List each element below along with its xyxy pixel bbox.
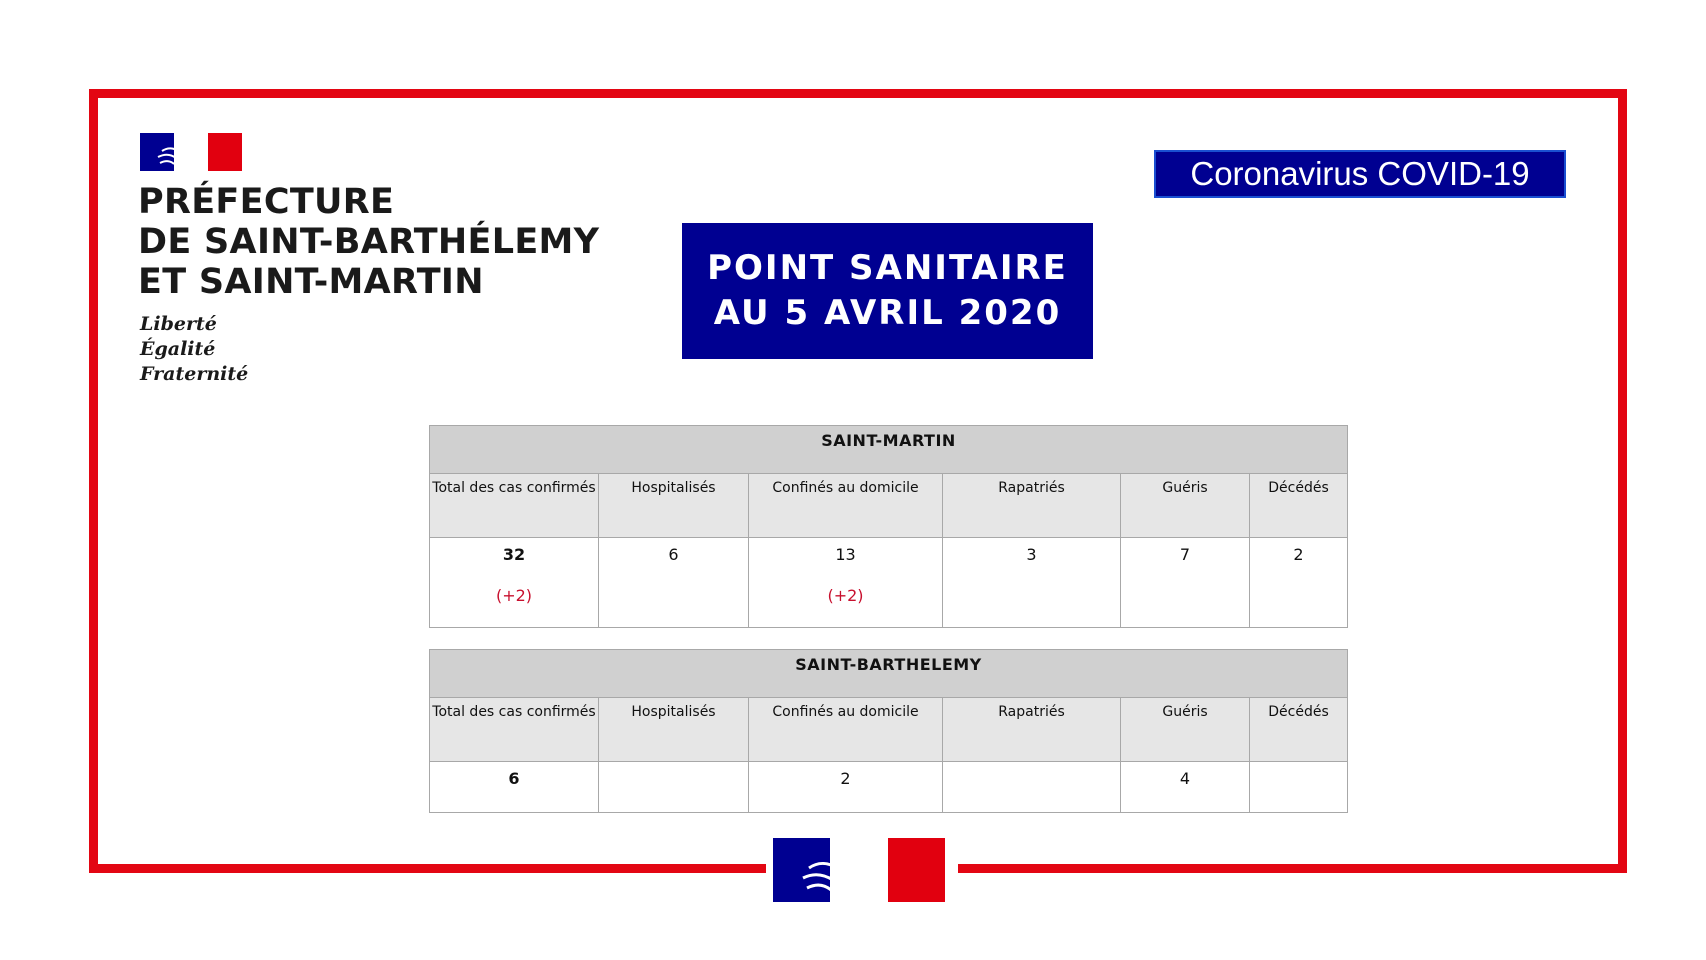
prefecture-name-line: ET SAINT-MARTIN bbox=[138, 262, 484, 302]
hospitalised-cell bbox=[599, 538, 749, 628]
column-header: Hospitalisés bbox=[599, 698, 749, 762]
table-header-row bbox=[430, 698, 1348, 762]
table-row bbox=[430, 762, 1348, 813]
column-header: Guéris bbox=[1121, 698, 1250, 762]
table-header-row bbox=[430, 474, 1348, 538]
republic-motto bbox=[140, 312, 248, 387]
column-header: Confinés au domicile bbox=[749, 698, 943, 762]
cell-value: 2 bbox=[1293, 545, 1304, 564]
motto-line: Fraternité bbox=[140, 363, 249, 385]
saint-barthelemy-table bbox=[429, 649, 1348, 813]
hospitalised-cell bbox=[599, 762, 749, 813]
total-cell bbox=[430, 762, 599, 813]
column-header: Rapatriés bbox=[943, 698, 1121, 762]
table-row bbox=[430, 538, 1348, 628]
recovered-cell bbox=[1121, 762, 1250, 813]
table-title: SAINT-BARTHELEMY bbox=[430, 650, 1348, 698]
column-header: Décédés bbox=[1250, 698, 1348, 762]
column-header: Guéris bbox=[1121, 474, 1250, 538]
motto-line: Liberté bbox=[140, 313, 217, 335]
prefecture-name-line: DE SAINT-BARTHÉLEMY bbox=[138, 222, 600, 262]
cell-delta: (+2) bbox=[827, 586, 864, 605]
total-cell bbox=[430, 538, 599, 628]
cell-value: 7 bbox=[1179, 545, 1191, 564]
column-header: Total des cas confirmés bbox=[430, 474, 599, 538]
column-header: Décédés bbox=[1250, 474, 1348, 538]
confined-cell bbox=[749, 762, 943, 813]
recovered-cell bbox=[1121, 538, 1250, 628]
cell-value: 13 bbox=[835, 545, 856, 564]
marianne-logo-icon bbox=[773, 838, 945, 902]
cell-value: 32 bbox=[502, 545, 526, 564]
cell-value: 6 bbox=[668, 545, 679, 564]
repatriated-cell bbox=[943, 538, 1121, 628]
column-header: Confinés au domicile bbox=[749, 474, 943, 538]
saint-martin-table bbox=[429, 425, 1348, 628]
headline-line: AU 5 AVRIL 2020 bbox=[713, 293, 1062, 333]
covid-badge: Coronavirus COVID-19 bbox=[1154, 150, 1566, 198]
confined-cell bbox=[749, 538, 943, 628]
table-title: SAINT-MARTIN bbox=[430, 426, 1348, 474]
cell-value: 2 bbox=[840, 769, 851, 788]
motto-line: Égalité bbox=[140, 338, 216, 360]
cell-delta: (+2) bbox=[495, 586, 533, 605]
deceased-cell bbox=[1250, 538, 1348, 628]
column-header: Rapatriés bbox=[943, 474, 1121, 538]
headline-box bbox=[682, 223, 1093, 359]
cell-value: 4 bbox=[1179, 769, 1191, 788]
prefecture-name bbox=[138, 182, 599, 302]
marianne-logo-icon bbox=[140, 133, 242, 171]
repatriated-cell bbox=[943, 762, 1121, 813]
cell-value: 3 bbox=[1026, 545, 1037, 564]
deceased-cell bbox=[1250, 762, 1348, 813]
headline-line: POINT SANITAIRE bbox=[707, 248, 1068, 288]
cell-value: 6 bbox=[508, 769, 520, 788]
column-header: Total des cas confirmés bbox=[430, 698, 599, 762]
prefecture-name-line: PRÉFECTURE bbox=[138, 182, 395, 222]
column-header: Hospitalisés bbox=[599, 474, 749, 538]
